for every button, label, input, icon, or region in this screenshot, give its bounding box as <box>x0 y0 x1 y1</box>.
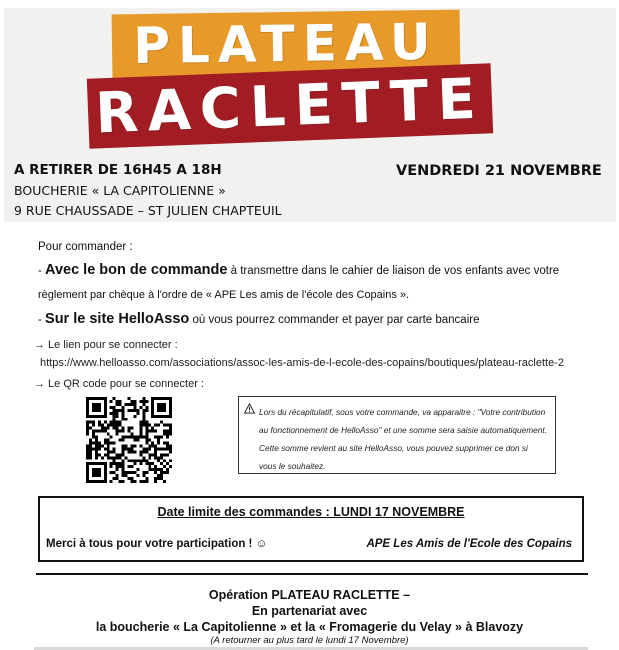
helloasso-notice <box>238 396 556 474</box>
order-option-1: - Avec le bon de commande à transmettre dans le cahier de liaison de vos enfants avec votre <box>38 262 560 278</box>
option-1-title: Avec le bon de commande <box>45 262 228 278</box>
helloasso-link[interactable]: https://www.helloasso.com/associations/assoc-les-amis-de-l-ecole-des-copains/boutiques/plateau-raclette-2 <box>40 357 564 369</box>
banner-line-1: PLATEAU <box>132 12 440 76</box>
operation-partners: la boucherie « La Capitolienne » et la « Fromagerie du Velay » à Blavozy <box>95 620 524 634</box>
ape-signature: APE Les Amis de l'Ecole des Copains <box>366 538 572 550</box>
operation-title: Opération PLATEAU RACLETTE – <box>208 588 411 602</box>
banner-line-2: RACLETTE <box>94 66 486 146</box>
option-2-text: où vous pourrez commander et payer par carte bancaire <box>189 314 480 326</box>
link-intro: → Le lien pour se connecter : <box>34 339 178 351</box>
qr-intro: → Le QR code pour se connecter : <box>34 378 204 390</box>
deadline-text: Date limite des commandes : LUNDI 17 NOVEMBRE <box>157 505 465 519</box>
shop-name: BOUCHERIE « LA CAPITOLIENNE » <box>14 183 226 198</box>
operation-partner-intro: En partenariat avec <box>251 604 368 618</box>
shop-address: 9 RUE CHAUSSADE – ST JULIEN CHAPTEUIL <box>14 203 282 218</box>
divider <box>36 573 588 575</box>
order-option-2: - Sur le site HelloAsso où vous pourrez commander et payer par carte bancaire <box>38 311 480 327</box>
order-option-1-continued: règlement par chèque à l'ordre de « APE Les amis de l'école des Copains ». <box>38 289 410 301</box>
option-1-text: à transmettre dans le cahier de liaison de vos enfants avec votre <box>227 265 560 277</box>
event-date: VENDREDI 21 NOVEMBRE <box>396 163 602 179</box>
thanks-text: Merci à tous pour votre participation ! ☺ <box>46 538 268 550</box>
order-intro: Pour commander : <box>38 241 133 253</box>
pickup-hours: A RETIRER DE 16H45 A 18H <box>14 162 222 178</box>
option-2-title: Sur le site HelloAsso <box>45 311 190 327</box>
warning-icon <box>244 403 255 414</box>
operation-return-date: (A retourner au plus tard le lundi 17 Novembre) <box>210 635 409 646</box>
deadline-box <box>38 496 584 562</box>
qr-code <box>86 397 172 483</box>
notice-text: Lors du récapitulatif, sous votre commande, va apparaitre : "Votre contribution au fonctionnement de HelloAsso" et une somme sera saisie automatiquement. Cette somme revient au site HelloAsso, vous pouvez supprimer ce don si vous le souhaitez. <box>259 407 547 471</box>
